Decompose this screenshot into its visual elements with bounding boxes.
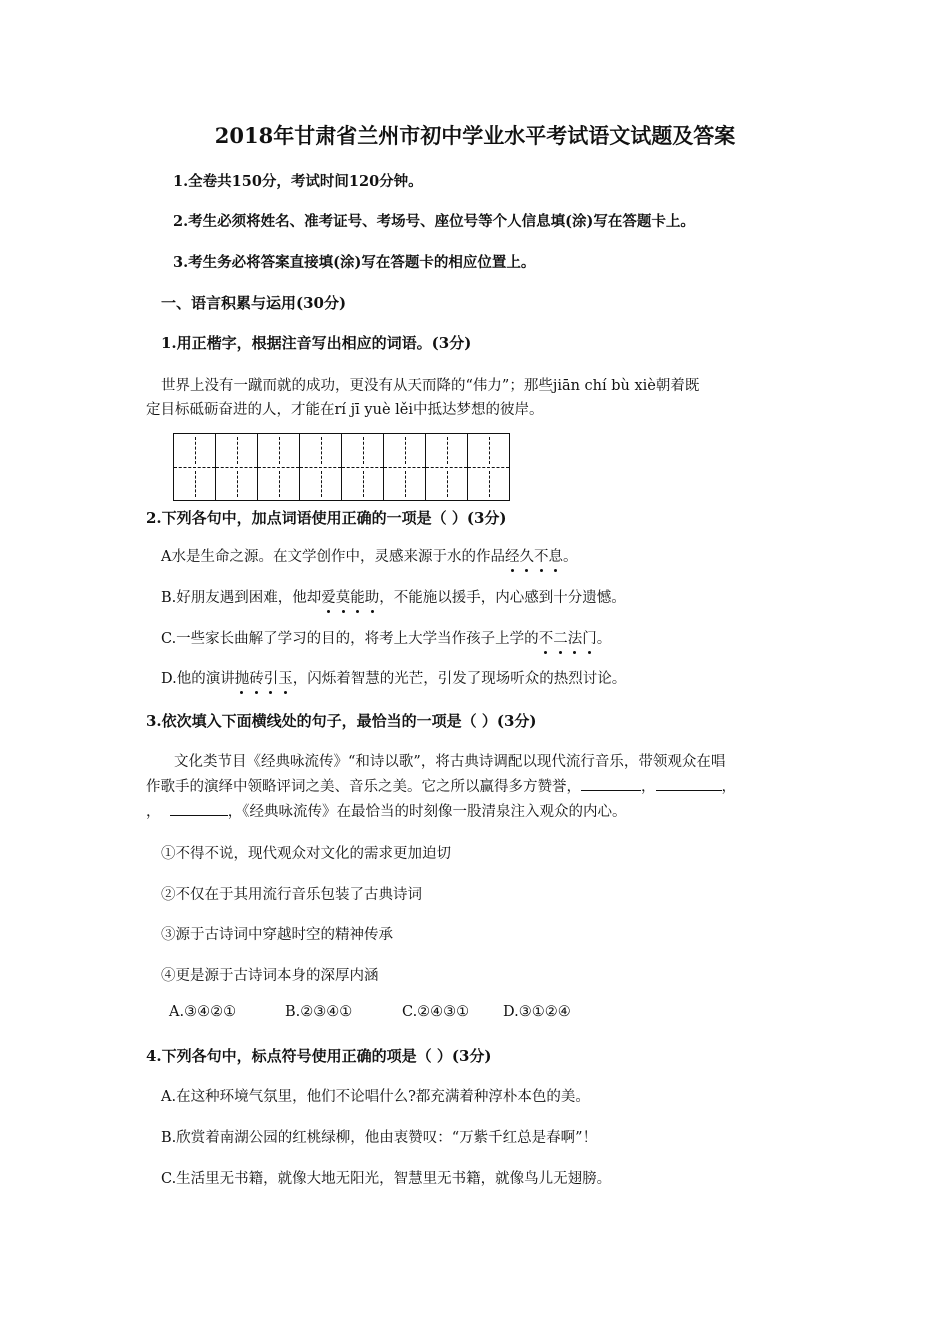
question-4-option-b: B.欣赏着南湖公园的红桃绿柳，他由衷赞叹：“万紫千红总是春啊”！ [161, 1130, 598, 1146]
option-b-dotted-word [321, 590, 379, 606]
dotted-character: 息 [548, 545, 563, 566]
option-c-text-after: 。 [596, 631, 612, 647]
dotted-character: 不 [539, 627, 554, 648]
option-a-text-before: A水是生命之源。在文学创作中，灵感来源于水的作品 [161, 549, 505, 565]
question-1-text-line1: 世界上没有一蹴而就的成功，更没有从天而降的“伟力”；那些jiān chí bù xiè朝着既 [161, 378, 700, 394]
option-a-text-after: 。 [562, 549, 578, 565]
option-d-dotted-word [235, 671, 293, 687]
question-1-text-line2: 定目标砥砺奋进的人，才能在rí jī yuè lěi中抵达梦想的彼岸。 [146, 402, 544, 418]
dotted-character: 经 [505, 545, 520, 566]
option-d-text-after: ，闪烁着智慧的光芒，引发了现场听众的热烈讨论。 [292, 671, 627, 687]
grid-cell[interactable] [384, 433, 426, 501]
passage-line3-lead: ， [146, 804, 161, 820]
answer-writing-grid[interactable] [173, 433, 511, 501]
dotted-character: 引 [264, 667, 279, 688]
dotted-character: 法 [568, 627, 583, 648]
option-c-dotted-word [539, 631, 597, 647]
dotted-character: 久 [519, 545, 534, 566]
grid-cell[interactable] [258, 433, 300, 501]
question-4-option-a: A.在这种环境气氛里，他们不论唱什么?都充满着种淳朴本色的美。 [161, 1089, 590, 1105]
question-2-option-c [161, 627, 611, 648]
question-3-item-2: ②不仅在于其用流行音乐包装了古典诗词 [161, 887, 422, 903]
question-2-stem: 2.下列各句中，加点词语使用正确的一项是（ ）(3分) [146, 509, 507, 527]
grid-cell[interactable] [342, 433, 384, 501]
dotted-character: 能 [350, 586, 365, 607]
fill-blank-1[interactable] [581, 778, 641, 791]
option-b-text-after: ，不能施以援手，内心感到十分遗憾。 [379, 590, 626, 606]
grid-cell[interactable] [216, 433, 258, 501]
dotted-character: 不 [534, 545, 549, 566]
grid-cell[interactable] [300, 433, 342, 501]
dotted-character: 玉 [278, 667, 293, 688]
question-1-stem: 1.用正楷字，根据注音写出相应的词语。(3分) [161, 334, 472, 352]
dotted-character: 二 [553, 627, 568, 648]
passage-line3-tail: ，《经典咏流传》在最恰当的时刻像一股清泉注入观众的内心。 [227, 804, 627, 820]
grid-cell[interactable] [426, 433, 468, 501]
question-2-option-a [161, 545, 577, 566]
question-3-passage-line3 [146, 800, 626, 821]
dotted-character: 抛 [235, 667, 250, 688]
note-2: 2.考生必须将姓名、准考证号、考场号、座位号等个人信息填(涂)写在答题卡上。 [173, 213, 695, 230]
question-3-option-c[interactable]: C.②④③① [402, 1004, 470, 1020]
question-3-option-a[interactable]: A.③④②① [169, 1004, 237, 1020]
note-3: 3.考生务必将答案直接填(涂)写在答题卡的相应位置上。 [173, 254, 536, 271]
fill-blank-3[interactable] [170, 803, 228, 816]
option-b-text-before: B.好朋友遇到困难，他却 [161, 590, 322, 606]
option-a-dotted-word [505, 549, 563, 565]
question-4-option-c: C.生活里无书籍，就像大地无阳光，智慧里无书籍，就像鸟儿无翅膀。 [161, 1171, 612, 1187]
question-3-item-3: ③源于古诗词中穿越时空的精神传承 [161, 927, 393, 943]
question-2-option-b [161, 586, 626, 607]
question-3-passage-line1: 文化类节目《经典咏流传》“和诗以歌”，将古典诗调配以现代流行音乐，带领观众在唱 [174, 754, 726, 770]
question-3-option-d[interactable]: D.③①②④ [503, 1004, 571, 1020]
dotted-character: 莫 [336, 586, 351, 607]
passage-comma: ， [641, 779, 656, 795]
option-c-text-before: C.一些家长曲解了学习的目的，将考上大学当作孩子上学的 [161, 631, 539, 647]
grid-cell[interactable] [468, 433, 510, 501]
question-3-item-4: ④更是源于古诗词本身的深厚内涵 [161, 968, 379, 984]
dotted-character: 助 [365, 586, 380, 607]
question-3-item-1: ①不得不说，现代观众对文化的需求更加迫切 [161, 846, 451, 862]
note-1: 1.全卷共150分，考试时间120分钟。 [173, 173, 423, 190]
question-3-passage-line2 [146, 775, 736, 796]
option-d-text-before: D.他的演讲 [161, 671, 235, 687]
dotted-character: 门 [582, 627, 597, 648]
question-4-stem: 4.下列各句中，标点符号使用正确的项是（ ）(3分) [146, 1047, 492, 1065]
page-title: 2018年甘肃省兰州市初中学业水平考试语文试题及答案 [214, 123, 736, 148]
passage-line2-text: 作歌手的演绎中领略评词之美、音乐之美。它之所以赢得多方赞誉， [146, 779, 581, 795]
dotted-character: 爱 [321, 586, 336, 607]
grid-cell[interactable] [174, 433, 216, 501]
question-2-option-d [161, 667, 626, 688]
question-3-option-b[interactable]: B.②③④① [285, 1004, 353, 1020]
fill-blank-2[interactable] [656, 778, 722, 791]
question-3-stem: 3.依次填入下面横线处的句子，最恰当的一项是（ ）(3分) [146, 712, 537, 730]
passage-comma: ， [721, 779, 736, 795]
section-heading: 一、语言积累与运用(30分) [161, 294, 347, 312]
dotted-character: 砖 [249, 667, 264, 688]
